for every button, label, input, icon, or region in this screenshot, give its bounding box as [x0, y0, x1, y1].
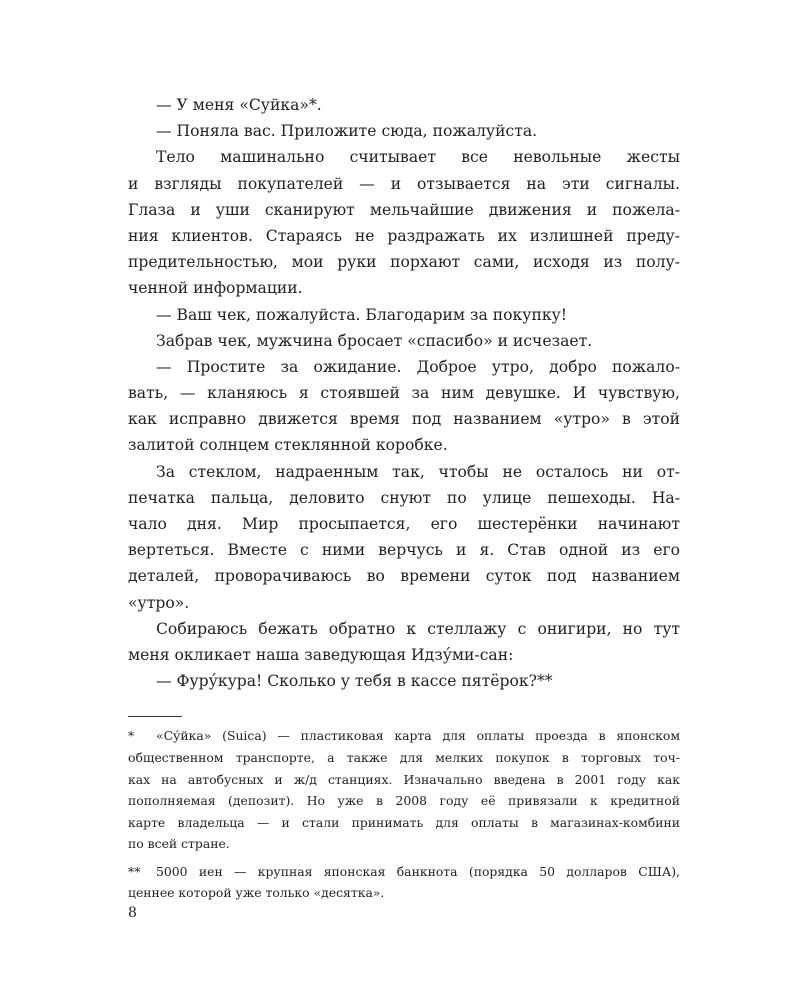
text-line: — Фуру́кура! Сколько у тебя в кассе пятёрок?**	[156, 672, 553, 691]
text-line: «утро».	[128, 593, 190, 612]
paragraph	[128, 354, 680, 459]
text-line: — Ваш чек, пожалуйста. Благодарим за покупку!	[156, 305, 568, 324]
paragraph	[128, 118, 680, 144]
text-line: печатка пальца, деловито снуют по улице пешеходы. На-	[128, 488, 680, 507]
footnote-mark: *	[128, 728, 135, 744]
paragraph	[128, 616, 680, 668]
footnote-mark: **	[128, 863, 141, 879]
text-line: Глаза и уши сканируют мельчайшие движения и пожела-	[128, 200, 680, 219]
text-line: и взгляды покупателей — и отзывается на эти сигналы.	[128, 174, 680, 193]
footnote-divider	[128, 716, 182, 717]
footnote-line: общественном транспорте, а также для мелких покупок в торговых точ-	[128, 749, 680, 765]
text-line: меня окликает наша заведующая Идзу́ми-сан:	[128, 645, 514, 664]
paragraph	[128, 459, 680, 616]
paragraph	[128, 144, 680, 301]
text-line: — У меня «Суйка»*.	[156, 96, 322, 114]
text-line: предительностью, мои руки порхают сами, исходя из полу-	[128, 253, 680, 272]
footnote-line: пополняемая (депозит). Но уже в 2008 году её привязали к кредитной	[128, 793, 680, 809]
text-line: ченной информации.	[128, 279, 303, 298]
paragraph	[128, 92, 680, 118]
text-line: деталей, проворачиваюсь во времени суток под названием	[128, 567, 680, 586]
footnote-line: ценнее которой уже только «десятка».	[128, 885, 385, 901]
text-line: как исправно движется время под названием «утро» в этой	[128, 410, 680, 429]
footnote	[128, 861, 680, 904]
footnote-text: «Су́йка» (Suica) — пластиковая карта для оплаты проезда в японском	[156, 728, 680, 744]
text-line: вать, — кланяюсь я стоявшей за ним девушке. И чувствую,	[128, 384, 680, 403]
text-line: чало дня. Мир просыпается, его шестерёнки начинают	[128, 515, 680, 533]
page-body	[128, 92, 680, 904]
text-line: Тело машинально считывает все невольные жесты	[156, 148, 680, 167]
footnote-line: по всей стране.	[128, 836, 230, 852]
footnote-line: карте владельца — и стали принимать для оплаты в магазинах-комбини	[128, 814, 680, 830]
text-line: залитой солнцем стеклянной коробке.	[128, 436, 448, 455]
text-line: Собираюсь бежать обратно к стеллажу с онигири, но тут	[156, 619, 680, 638]
paragraph	[128, 302, 680, 328]
footnote	[128, 725, 680, 855]
footnote-text: 5000 иен — крупная японская банкнота (порядка 50 долларов США),	[156, 863, 680, 879]
footnote-line	[128, 861, 680, 883]
page-number: 8	[128, 905, 137, 921]
paragraph	[128, 328, 680, 354]
text-line: ния клиентов. Стараясь не раздражать их излишней преду-	[128, 226, 680, 245]
text-line: — Простите за ожидание. Доброе утро, добро пожало-	[156, 357, 680, 376]
footnote-line	[128, 725, 680, 747]
text-line: вертеться. Вместе с ними верчусь и я. Став одной из его	[128, 541, 680, 560]
footnote-line: ках на автобусных и ж/д станциях. Изначально введена в 2001 году как	[128, 771, 680, 787]
text-line: За стеклом, надраенным так, чтобы не осталось ни от-	[156, 462, 680, 481]
text-line: Забрав чек, мужчина бросает «спасибо» и исчезает.	[156, 331, 593, 350]
paragraph	[128, 668, 680, 694]
text-line: — Поняла вас. Приложите сюда, пожалуйста.	[156, 122, 538, 141]
